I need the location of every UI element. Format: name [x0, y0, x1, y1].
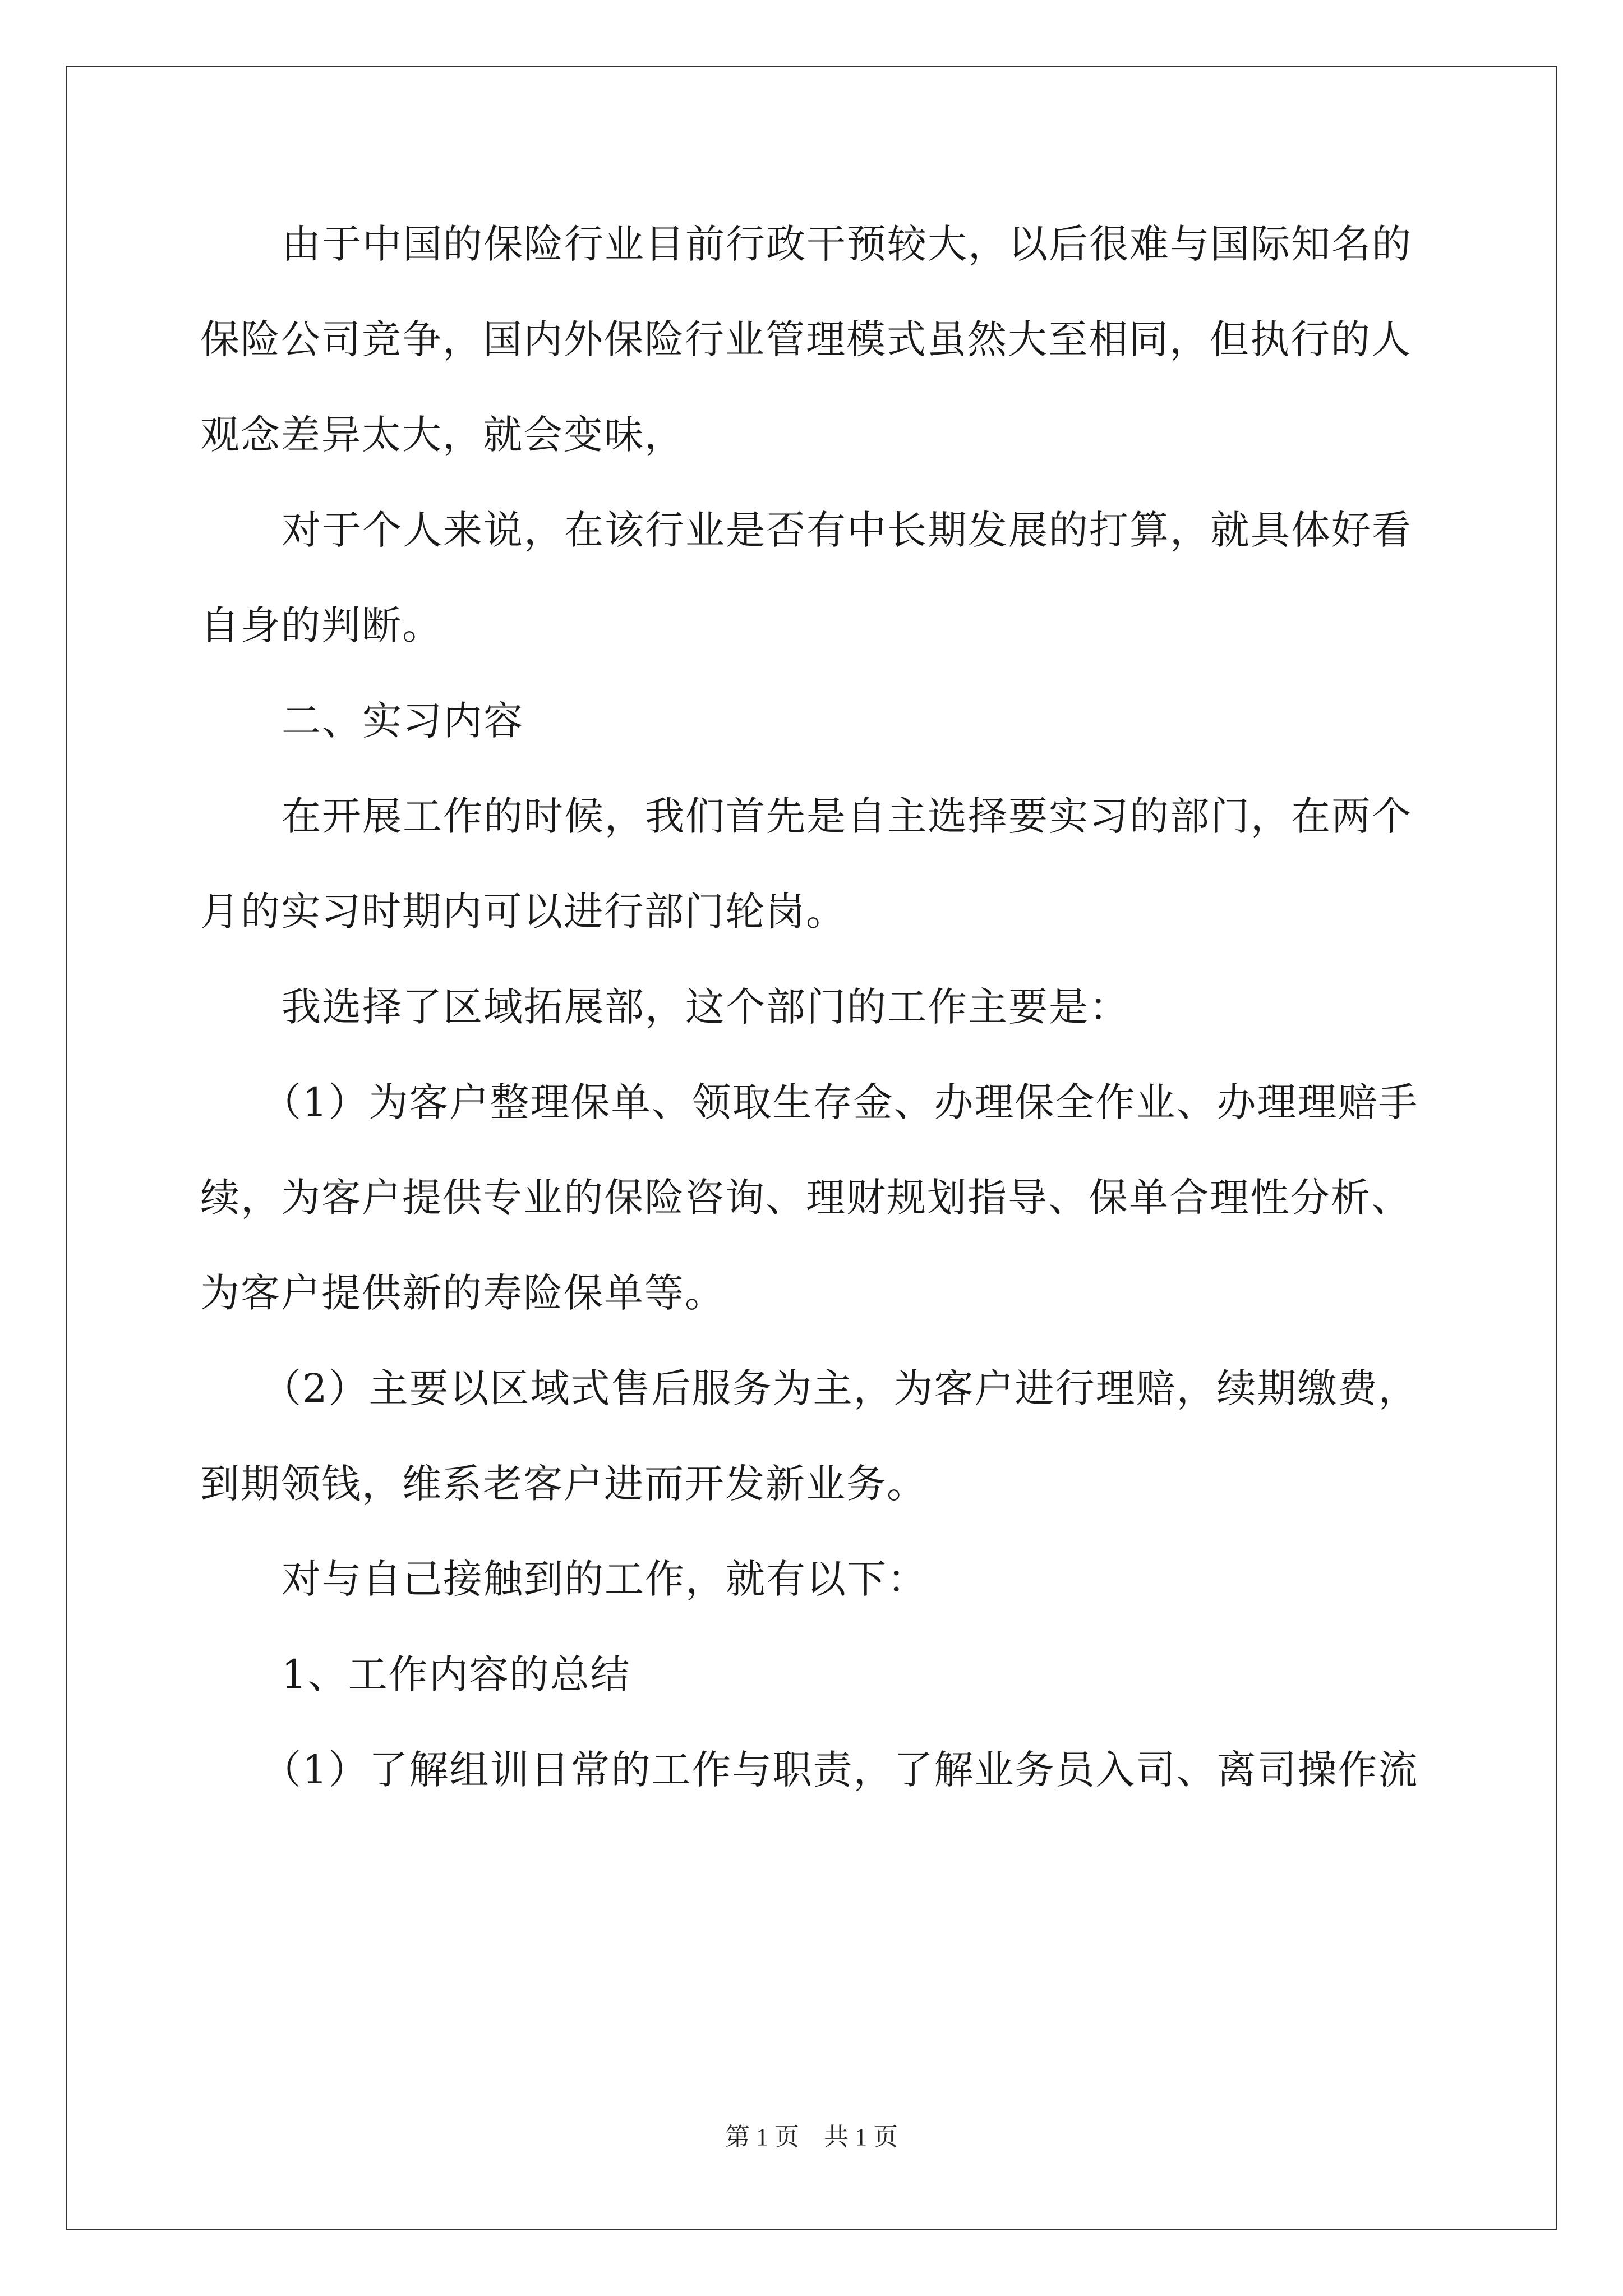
paragraph-line: 对于个人来说，在该行业是否有中长期发展的打算，就具体好看 — [282, 507, 1412, 553]
list-item-line: 到期领钱，维系老客户进而开发新业务。 — [200, 1461, 927, 1507]
page-border — [66, 66, 1557, 2230]
list-item-line: （2）主要以区域式售后服务为主，为客户进行理赔，续期缴费， — [262, 1365, 1419, 1411]
paragraph-line: 对与自己接触到的工作，就有以下： — [282, 1556, 928, 1602]
section-heading: 二、实习内容 — [282, 698, 524, 744]
list-item-line: （1）为客户整理保单、领取生存金、办理保全作业、办理理赔手 — [262, 1079, 1419, 1125]
list-item-line: （1）了解组训日常的工作与职责，了解业务员入司、离司操作流 — [262, 1747, 1419, 1793]
paragraph-line: 观念差异太大，就会变味， — [200, 412, 685, 458]
section-heading: 1、工作内容的总结 — [282, 1651, 631, 1697]
list-item-line: 为客户提供新的寿险保单等。 — [200, 1270, 725, 1316]
list-item-line: 续，为客户提供专业的保险咨询、理财规划指导、保单合理性分析、 — [200, 1175, 1412, 1221]
page-number-label: 第 1 页 共 1 页 — [725, 2123, 898, 2151]
paragraph-line: 由于中国的保险行业目前行政干预较大，以后很难与国际知名的 — [282, 221, 1412, 267]
paragraph-line: 月的实习时期内可以进行部门轮岗。 — [200, 889, 846, 935]
paragraph-line: 保险公司竞争，国内外保险行业管理模式虽然大至相同，但执行的人 — [200, 316, 1412, 362]
paragraph-line: 自身的判断。 — [200, 602, 442, 648]
paragraph-line: 在开展工作的时候，我们首先是自主选择要实习的部门，在两个 — [282, 793, 1412, 839]
paragraph-line: 我选择了区域拓展部，这个部门的工作主要是： — [282, 984, 1129, 1030]
page-footer — [0, 2120, 1623, 2154]
